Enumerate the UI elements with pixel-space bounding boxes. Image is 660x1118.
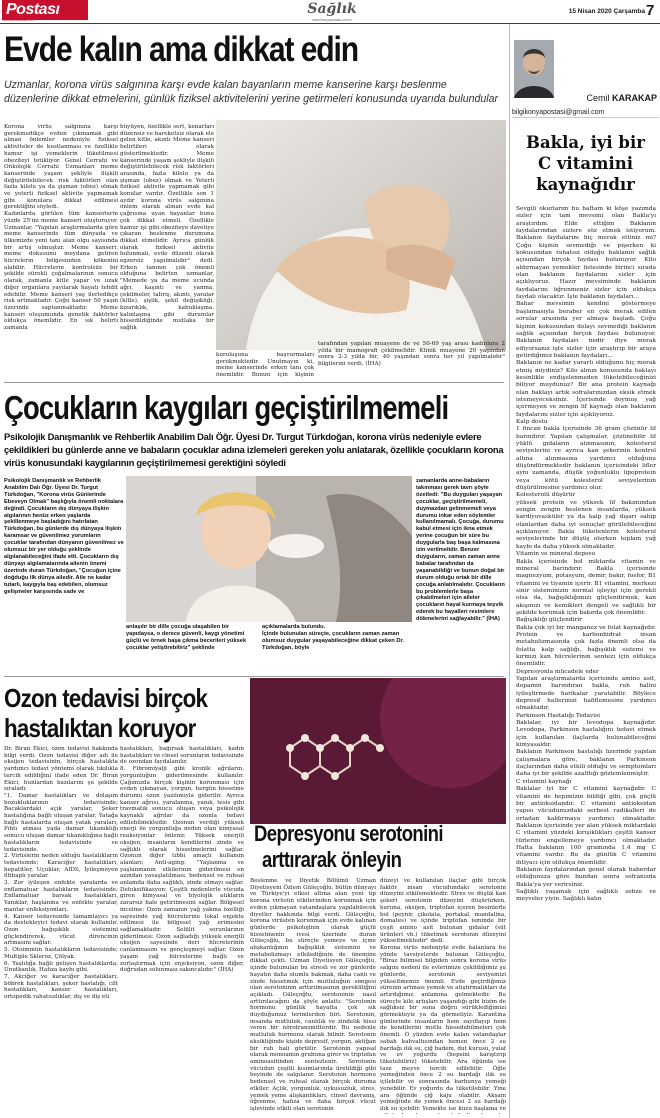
column-title (512, 132, 659, 200)
issue-date: 15 Nisan 2020 Çarşamba (568, 8, 645, 15)
column-body: Sevgili okurlarım bu haftam ki köşe yazımda sizler için tam mevsimi olan Bakla'yı araştırdım. Elde ettiğim Baklanın faydalarından sizlere söz etmek istiyorum. Baklanın faydalarını hiç merak ettiniz mi? Çoğu kişinin sevmediği ve pişerken ki kokusundan rahatsız olduğu baklanın sağlık açısından birçok faydası bulunuyor. Kilo aldırmayan yemekler listesinde birinci sırada olan baklanın faydalarını sizler için açıklıyoruz. Hazır mevsiminde baklanın faydalarını öğrenmeniz sizler için oldukça faydalı olacaktır. İşte baklanın faydaları... Bahar mevsimin kendini göstermeye başlamasıyla beraber en çok merak edilen sorular arasında yer almaya başladı. Çoğu kişinin kokusundan dolayı sevmediği baklanın sağlık açısından birçok faydası bulunuyor. Baklanın faydaları nedir diye merak ediyorsanız işte sizler için araştırıp bir araya getirdiğimiz baklanın faydaları... Baklanın ne kadar yararlı olduğunu hiç merak etmiş miydiniz? Kilo almın konusunda baklayı kesinlikle endişelenmeden tüketebileceğinizi biliyor muydunuz? Bir ana protein kaynağı olan baklayı artık sofralarınızdan eksik etmek istemeyeceksiniz. İçerisinde doymuş yağ içermeyen ve zengin lif kaynağı olan baklanın faydalarını sizler için açıklıyoruz. Kalp dostu 1 fincan bakla içerisinde 36 gram çözünür lif barındırır. Yapılan çalışmalar, çözünebilir lif yüklü gıdaların alınmasının, kolesterol seviyelerini ve ayrıca kan şekerinin kontrol altına alınmasına yardımcı olduğunu düşündürmektedir baklanın içerisindeki lifler aynı zamanda, düşük yoğunluklu lipoprotein veya kötü kolesterol seviyelerinin düşürülmesine yardımcı olur. Kolesterolü düşürür yüksek protein ve yüksek lif bakımından zengin zengin beslenen insanlarda, yüksek kardiyovasküler ya da kalp yağ dışarı sahip olanlardan daha iyi sonuçlar görülebileceğini açıklanıyor. Bakla tüketenlerin kolesterol seviyelerinde bir düşüş olurken toplam yağ kaybı da daha yüksek olmaktadır. Vitamin ve mineral deposu Bakla içerisinde bol miktarda vitamin ve mineral barındırır. Bakla içerisinde magnezyum, potasyum, demir, bakır, fosfor, B1 vitamini ve tiyamin içerir. B1 vitamini, merkezi sinir sisteminizin normal işleyişi için gerekli olsa da, bağışıklığımızı güçlendirmek, kan akışınızı ve kemikleri dengeli ve sağlıklı bir şekilde korumak için bakırda çok önemlidir. Bağışıklığı güçlendirir Bakla çok iyi bir manganez ve folat kaynağıdır. Protein ve karbonhidrat insan metabolizmasında çok fazla önemli olsa da folatta kalp sağlığı, bağışıklık sistemi ve kırmızı kan hücrelerinin sentezi için oldukça önemlidir. Depresyonla mücadele eder Yapılan araştırmalarda içerisinde amino asit, dopamin barındıran bakla, ruh halini iyileştirmede harikalar yaratabilir. Böylece depresif hallerinizi hafiflemesine yardımcı olmaktadır. Parkinson Hastalığı Tedavisi Baklalar, iyi bir levodopa kaynağıdır. Levodopa, Parkinson hastalığını tedavi etmek için kullanılan ilaçlarda bulunabileceğini kimyasaldır. Baklanın Parkinson hastalığı üzerinde yapılan çalışmalara göre, baklanın Parkinson ilaçlarından daha etkili olduğu ve semptomları daha iyi bir şekilde azalttığı gözlemlenmiştir. C vitamini kaynağı Baklalar iyi bir C vitamini kaynağıdır. C vitamini de hepimizin bildiği gibi, çok güçlü bir antioksidandır. C vitamini antioksidan yapısı vücudunuzdaki serbest radikalleri de ortadan kaldırmaya yardımcı olmaktadır. Baklanın içerisinde yer alan yüksek miktardaki C vitamini yüzdeki kırışıklıkları çeşitli kanser türlerini engellemeye yardımcı olmaktadır. Hatta baklanın 100 gramında 1.4 mg C vitamini vardır. Bu da günlük C vitamini ihtiyacı için oldukça önemlidir. Baklanın faydalarından genel olarak haberdar olduğunuza göre bundan sonra sofranızda Bakla'ya yer verirsiniz. Sağlıklı yaşamak için sağlıklı sebze ve meyveler yiyin. Sağlıklı kalın (516, 206, 656, 903)
article3-headline-line2: hastalıktan koruyor (4, 713, 196, 743)
article3-col2: hastalıkları, bağırsak hastalıkları, kadın hastalıkları ve cinsel sorunların tedavisinde de ozondan faydalanılır. 8. Fibromiyalji gibi kronik ağrıların, yorgunluğun giderilmesinde kullanılır. Çağımızda birçok kişinin korunması için evden çıkmayan, yorgun, hergün hissetme durumu ozon yazılımıyla giderilir. Ayrıca kanser ağrısı, yaralanma, yanık, tesis gibi travmatik sonucu oluşan veya psikolojik kaynaklı ağrılar da ozonla tedavi edilebilmektedir. Ozonun verdiği yüksek enerji ile yorgunluğa neden olan kimyasal reaksiyonlar önlenir. Yüksek enerjili oksijen, insanların kendilerini zinde ve sağlıklı olarak hissetmelerini sağlar. Ozonun diğer tıbbi amaçlı kullanım alanları; Anti-aging: "Yaşlanma ve yaşlanmanın etkilerinin giderilmesi en azından yavaşlatılması, bedensel ve ruhsal anlamda daha sağlıklı, zinde olmayı sağlar. Detoksifikasyon: Çeşitli nedenlerle vücuda giren kimyasal ve biyolojik atıkların zararsız hale getirilmesini sağlar. Bölgesel incelme: Ozon zamanın yağ yakma özelliği sayesinde yağ hücrelerine lokal enjekte edilmesi ile bölgesel yağ erimesini sağlamaktadır. Selülit sorunlarının giderilmesi: Ozon sağladığı yüksek enerjili oksijen sayesinde deri hücrelerinin canlanmasını ve gençleşmeyi sağlar. Ozon yaşam yağ hücrelerine bağlı ve zorlaştırmak için enjeksiyon, ozon diğer, doğrudan solunması sakıncalıdır." (İHA) (120, 746, 244, 974)
logo-url: www.konyapostasi.com.tr (3, 18, 37, 22)
divider (4, 676, 504, 677)
article1-col4: tarafından yapılan muayene de ve 50-69 yaş arası kadınlara 2 yılda bir mamografi çekilmelidir. Klinik muayene 20 yaşından sonra 2-3 yılda bir, 40 yaşından sonra her yıl yapılmalıdır" bilgilerini verdi. (İHA) (318, 341, 505, 368)
article2-col3: açıklamalarda bulundu. İçinde bulunulan süreçte, çocukların zaman zaman olumsuz duygular yaşayabileceğine dikkat çeken Dr. Türkdoğan, böyle (262, 624, 404, 651)
column-title-line3: kaynağıdır (536, 175, 635, 194)
serotonin-molecule-image (250, 678, 506, 824)
column-title-line1: Bakla, iyi bir (526, 133, 645, 152)
article1-col2: büyüyen, özellikle sert, kenarları düzensiz ve hareketsiz olarak ele gelen kitle, akıntı Meme kanseri belirtileri olarak gösterilmektedir. Meme kanserinde yaşam şekliyle ilişkili değiştirilebilecek risk faktörleri arasında, fazla kilolu ya da şişman (obez) olmak ve Yeterli fiziksel aktivite yapmamak gibi konular vardır. Özellikle son 1 aydır korona virüs salgınına önlem olarak alınan evde kal çağrısına uyan bayanlar buna çok dikkat etmeli. Özellikle hamur işi gibi obeziteye davetiye çıkaran beslenme durumuna dikkat etmelidir. Ayrıca günlük olarak fiziksel aktivite bulunmalı, evde düzenli olarak egzersiz yapılmalıdır" dedi. Erken tanının çok önemli olduğuna belirten uzmanlar, "Memede ya da meme ucunda ağrı, kaşıntı ve yanma, çekilmeler, tahriş, akıntı, yaralar (kitle), şişlik, şekil değişikliği, kızarıklık, kabuklaşma, kalınlaşma gibi durumlar hissedildiğinde mutlaka bir sağlık (120, 124, 214, 332)
article2-col2: anlaşılır bir dille çocuğa ulaşabilen bir yapıdaysa, o derece güvenli, kaygı yönetimi güçlü ve örnek başa çıkma becerileri yüksek çocuklar yetiştirebiliriz" şeklinde (126, 624, 248, 651)
article2-col1: Psikolojik Danışmanlık ve Rehberlik Anabilim Dalı Öğr. Üyesi Dr. Turgut Türkdoğan, "Korona virüs Günlerinde Ebeveyn Olmak" başlığıyla önemli noktalara değindi. Çocukların dış dünyaya ilişkin algılarının henüz erken yaşlarda şekillenmeye başladığını hatırlatan Türkdoğan, bu günlerde dış dünyaya ilişkin karamsar ve güvenilmez yorumların çocuklar tarafından dünyanın güvenilmez ve olumsuz bir yer olduğu şeklinde algılanabileceğini ifade etti. Çocukların dış dünyayı algılamalarında ailenin önemi üzerinde duran Türkdoğan, "Çocuğun içine doğduğu ilk dünya ailedir. Aile ne kadar tutarlı, kaygıyla baş edebilen, olumsuz gelişmeler karşısında sade ve (4, 478, 124, 595)
article1-col3: kuruluşuna başvurmaları gerekmektedir. Unutmayın ki, meme kanserinde erken tanı çok önemlidir. Bunun için kişinin (216, 352, 314, 378)
article1-col1: Korona virüs salgınına karşı gerekmedikçe evden çıkmamak gibi alınan önlemler nedeniyle fiziksel aktiviteler de kısıtlanması ve özellikle hamur işi yemeklerin tüketilmesi obeziteyi tetikliyor. Genel Cerrahi ve Onkolojik Cerrahi Uzmanları meme kanserinde yaşam şekliyle ilişkili değiştirilebilecek risk faktörleri olan fazla kilolu ya da şişman (obez) olmak ve yeterli fiziksel aktivite yapmamak gibi konulara dikkat edilmesi gerektiğini söyledi. Kadınlarda görülen tüm kanserlerin yüzde 25'ini meme kanseri oluşturuyor. Uzmanlar, "Yapılan araştırmalarda göre meme kanserinde tüm dünyada ve ülkemizde yeni tanı alan olgu sayısında bir artış olmuştur. Meme kanseri, meme dokusunu meydana getiren hücrelerin bölgesinden kökenini alabilir. Hücrelerin kontrolsüz bir şekilde sürekli çoğalmalarının sonucu olarak, zamanla kitle yapar ve uzak diğer organlara yayılarak hayatı tehdit edebilir. Meme kanseri yaş ilerledikçe risk artmaktadır. Çoğu kanser 50 yaşın üzerinde saptanmaktadır. Meme kanseri oluşumunda genetik faktörler oldukça önemlidir. En sık belirti zamanla (4, 124, 118, 332)
masthead (0, 0, 660, 24)
article2-col4: zamanlarda anne-babaların takınması gerek tavrı şöyle özetledi: "Bu duyguları yaşayan çocuklar, geçiştirilmemeli, duymazdan gelinmemeli veya durumu inkar eden söylemler kullanılmamalı. Çocuğa, durumu kabul etmesi için ikna etmek yerine çocuğun bir süre bu duygularla baş başa kalmasına izin verilmelidir. Benzer duyguların, zaman zaman anne babalar tarafından da yaşanabildiği ve bunun doğal bir durum olduğu ortak bir dille çocuğa anlatılmalıdır. Çocukların bu problemlerle başa çıkabilmeleri için aileler çocukların hayal kurmaya teşvik ederek bu hayalleri resimlere dökmelerini sağlayabilir." (İHA) (416, 478, 505, 623)
article4-col2: düzeyi ve kullanılan ilaçlar gibi birçok faktör insan vücudundaki serotonin düzeyini etkilemektedir. Stres ve düşük kan şekeri serotonin düzeyini düşürürken, kuruna, oksijen, triptofan içeren besinlerle bol (peynir, çikolata, portakal, mandalina, domates) ve içinde triptofan isminde bir çeşit amino asit bulunan gıdalar (süt ürünleri vb.) tüketmek serotonin düzeyini yükseltmektedir" dedi. Korona virüs nedeniyle evde kalanlara bu yönde tavsiyelerde bulunan Güleçoğlu, "Biraz bilimsel bilgiden sonra korona virüs salgını nedeni ile evlerimize çekildiğimiz şu günlerde, serotonin seviyemizi yükseltmemiz önemli. Evde geçirdiğimiz sürenin artması yemek ve atıştırmalıkları da artırdığımız anlamına gelmektedir. Bu süreçte kilo artışları yaşandığı gibi bizim de sağlıksız bir sona doğru sürüklediğimizi görmekteyiz ya da görmeliyiz. Karantina günlerinde insanların hem zayıflayıp hem de kendilerini mutlu hissedebilmeleri çok önemli. O yüzden evde kalan vatandaşlar sabah kahvaltısından hemen önce 2 su bardağı ılık su, çiğ badem, dut kurusu, yulaf ve ev yoğurdu (hepsini karıştırıp tüketebiliriz) tüketebilir. Ara öğünde ise taze meyve tercih edilebilir. Öğle yemeğinden önce 2 su bardağı ılık su içilebilir ve sonrasında barbunya yemeği yenebilir. Ev yoğurdu da tüketilebilir. Yine ara öğünde çiğ kaju olabilir. Akşam yemeğinde de yemek öncesi 2 su bardağı ılık su içebilir. Yemekte ise kuzu haşlama ve (380, 878, 506, 1112)
author-first-name: Cemil (586, 93, 610, 103)
article2-deck: Psikolojik Danışmanlık ve Rehberlik Anabilim Dalı Öğr. Üyesi Dr. Turgut Türkdoğan, korona virüs nedeniyle evlere çekildikleri bu günlerde anne ve babaların çocuklar adına izlemeleri gereken yolu anlatarak, özellikle çocukların korona virüs konusundaki kaygılarının geçiştirilmemesi gerektiğini söyledi (4, 431, 504, 468)
article3-headline-line1: Ozon tedavisi birçok (4, 683, 208, 713)
sick-child-image (126, 476, 412, 622)
article1-headline: Evde kalın ama dikkat edin (4, 30, 359, 69)
author-portrait-icon (514, 40, 554, 98)
section-title: Sağlık (307, 1, 357, 17)
column-sidebar (509, 24, 660, 1118)
article1-photo (216, 120, 506, 350)
author-last-name: KARAKAP (612, 93, 657, 103)
article2-photo (126, 476, 412, 622)
page-number: 7 (646, 2, 655, 19)
column-title-line2: C vitamini (537, 154, 634, 173)
article4-col1: Beslenme ve Diyetik Bölümü Uzman Diyetisyeni Özlem Güleçoğlu, bütün dünyayı ve Türkiye'yi etkisi altına alan yeni tip korona virüsün etkilerinden korunmak için evden çıkmayan vatandaşlara yapılabilecek diyetler hakkında bilgi verdi. Güleçoğlu, korona virüsten korunmak için evde kalınan günlerde psikolojinin olarak güçlü hissetmenin ivesi üzerinde duran Güleçoğlu, bu süreçte yemeye ve içme alışkanlığının bağışıklık sistemini ve metabolizmayı etkilediğinin de önemine dikkat çekti. Uzman Diyetisyen Güleçoğlu, içinde bulunulan bu stresli ve zor günlerde hayatın daha olumlu bakmak, daha canlı ve zinde hissetmek için mutluluğun simgesi olan serotoninin arttırılmasının gerekliliğini açıkladı. Güleçoğlu, serotoninin nasıl arttırılacağını da şöyle anlattı: "Serotonin hormonu günlük hayatta çok sık duyduğumuz terimlerden biri. Serotonin, insanda mutluluk, canlılık ve zindelik hissi veren bir nörotransmitterdir. Bu nedenle mutluluk hormonu olarak bilinir. Serotonin eksikliğinde kişide depresif, yorgun, aktiğan bir ruh hali görülür. Serotonin yapısal olarak monoamin grubuna girer ve triptofan aminoasitinden sentezlenir. Serotonin vücudun çeşitli kısımlarında üretildiği gibi beyinde de salgılanır. Serotonin hormonu bedensel ve ruhsal olarak birçok duruma etkiler. Açlık, yorgunluk, uykusuzluk, stres, yemek yeme alışkanlıkları, cinsel davranış, öğrenme, hafıza ve daha birçok vücut işlevinde etkili olan serotonin (250, 878, 376, 1112)
article4-headline-line1: Depresyonu serotonini (254, 821, 443, 846)
article3-col1: Dr. Biran Ekici, ozon tedavisi hakkında bilgi verdi. Ozon tedavisi diğer adı ile oksijen tedavisinin, birçok hastalıkta yardımcı tedavi yöntemi olarak tıkılıkla tercih edildiğini ifade eden Dr. Biran Ekici, bunlardan bazılarını şu şekilde sıraladı: "1. Damar hastalıkları ve dolaşım bozukluklarının tedavisinde; Bacaklardaki açık yaralar, Şeker hastalığına bağlı oluşan yaralar, Yatağa bağlı hastalarda oluşan yatak yaraları, Pıhtı atması yada damar tıkanıklığı sonucu oluşan damar tıkanıklığına bağlı hastalıkların tedavisinde ve tedavisinde. 2. Virüslerin neden olduğu hastalıkların tedavisinde; Karaciğer hastalıkları, hepatitler, Uçuklar, AIDS, İyileşmeyen iltihaplı yaralar. 3. Zor iyileşen enfekte yaralarda ve enflamatuar hastalıkların tedavisinde; Enflamatuar barsak hastalıkları, Yanıklar, haşlanma ve enfekte yaralar, mantar enfeksiyonları. 4. Kanser tedavisinde tamamlayıcı ya da destekleyici tedavi olarak kullanılır. Ozon bağışıklık sistemini güçlendirerek, vücut direncinin artmasını sağlar. 5. Otoimmün hastalıkların tedavisinde; Multiple Skleroz, Çölyak. 6. Yaşlılığa bağlı gelişen hastalıklarda; Unutkanlık, Hafıza kaybı gibi. 7. Akciğer ve karaciğer hastalıkları, böbrek hastalıkları, şeker hastalığı, cilt hastalıkları, kanser hastalıkları, ortopedik rahatsızlıklar, diş ve diş eti (4, 746, 118, 1001)
newspaper-logo[interactable]: Postası (2, 0, 88, 20)
author-name (560, 92, 660, 104)
article4-photo (250, 678, 506, 824)
section-url: www.konyapostasi.com.tr (312, 18, 352, 22)
divider (4, 382, 504, 383)
article1-deck: Uzmanlar, korona virüs salgınına karşı evde kalan bayanların meme kanserine karşı beslenme düzenlerine dikkat etmelerini, günlük fiziksel aktivitelerini yerine getirmeleri konusunda uyarıda bulundular (4, 79, 499, 105)
article4-headline-line2: arttırarak önleyin (262, 847, 402, 872)
woman-breast-check-image (216, 120, 506, 350)
author-email[interactable]: bilgikonyapostasi@gmail.com (512, 108, 659, 118)
article2-headline: Çocukların kaygıları geçiştirilmemeli (4, 389, 449, 426)
author-photo (514, 40, 554, 98)
